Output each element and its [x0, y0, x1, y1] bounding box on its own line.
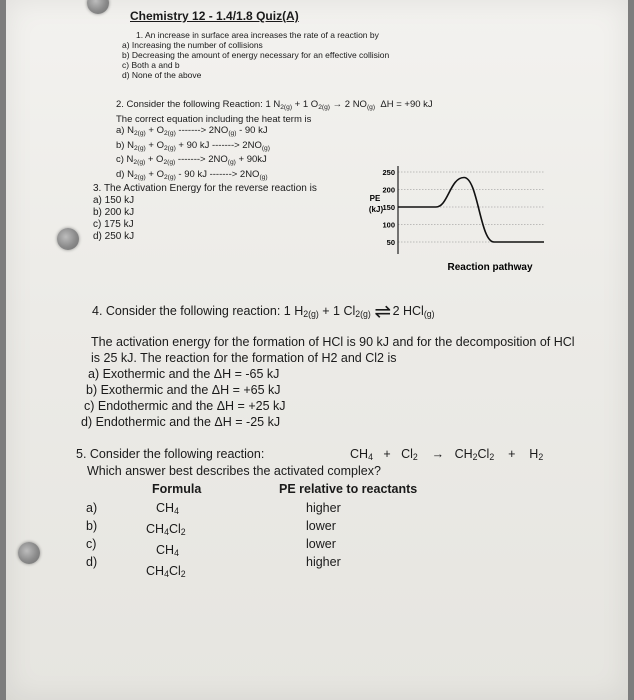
y-axis-label-unit: (kJ)	[368, 205, 384, 214]
q2-option-d: d) $N_{2(g)} + O_{2(g)} - 90$ kJ -------> $2NO_{(g)}$	[116, 168, 268, 181]
q2-option-b: b) $N_{2(g)} + O_{2(g)} + 90$ kJ -------> $2NO_{(g)}$	[116, 139, 270, 152]
q1-option-d: d) None of the above	[122, 70, 202, 80]
q1-option-a: a) Increasing the number of collisions	[122, 40, 263, 50]
q5-formula-a: $CH_4$	[156, 501, 179, 516]
q2-option-a: a) $N_{2(g)} + O_{2(g)}$ -------> $2NO_{(g)} - 90$ kJ	[116, 125, 268, 137]
q2-delta-h: ΔH = +90 kJ	[380, 99, 433, 110]
q5-letter-c: c)	[86, 537, 97, 551]
q4-option-c: c) Endothermic and the ΔH = +25 kJ	[84, 399, 286, 413]
q5-reaction: $CH_4 + Cl_2$ → $CH_2Cl_2$ + $H_2$	[350, 447, 544, 462]
y-tick-label: 100	[382, 220, 395, 230]
q4-option-b: b) Exothermic and the ΔH = +65 kJ	[86, 383, 281, 397]
question-1	[122, 30, 389, 80]
q5-question2: Which answer best describes the activated complex?	[87, 464, 381, 478]
q4-body-line1: The activation energy for the formation of HCl is 90 kJ and for the decomposition of HCl	[91, 335, 575, 349]
y-tick-label: 200	[382, 185, 395, 195]
q3-option-b: b) 200 kJ	[93, 207, 135, 218]
quiz-title: Chemistry 12 - 1.4/1.8 Quiz(A)	[130, 9, 299, 23]
q5-pe-b: lower	[306, 519, 336, 533]
q5-letter-b: b)	[86, 519, 98, 533]
q5-col-pe: PE relative to reactants	[279, 482, 418, 496]
q2-lead: 2. Consider the following Reaction: 1 N	[116, 99, 281, 110]
q4-option-a: a) Exothermic and the ΔH = -65 kJ	[88, 367, 280, 381]
energy-curve	[398, 178, 544, 243]
q5-pe-a: higher	[306, 501, 341, 515]
q1-option-c: c) Both a and b	[122, 60, 180, 70]
q5-formula-b: $CH_4Cl_2$	[146, 522, 186, 537]
energy-diagram	[368, 160, 558, 278]
q5-pe-c: lower	[306, 537, 336, 551]
q5-pe-d: higher	[306, 555, 341, 569]
q5-formula-c: $CH_4$	[156, 543, 179, 558]
y-tick-label: 150	[382, 203, 395, 212]
q1-option-b: b) Decreasing the amount of energy necessary for an effective collision	[122, 50, 390, 60]
q5-letters	[86, 499, 97, 571]
q3-option-d: d) 250 kJ	[93, 231, 135, 242]
y-axis-label-pe: PE	[369, 194, 381, 203]
q5-pe-values	[306, 499, 341, 571]
y-ticks	[382, 168, 395, 247]
q2-text: 2. Consider the following Reaction: 1 $N_{2(g)} + 1$ $O_{2(g)} \to 2$ $NO_{(g)}$ ΔH = +90 kJ	[116, 99, 433, 111]
question-4-body	[81, 334, 575, 430]
q2-option-c: c) $N_{2(g)} + O_{2(g)}$ -------> $2NO_{(g)} + 90kJ$	[116, 154, 267, 166]
q4-body-line2: is 25 kJ. The reaction for the formation of H2 and Cl2 is	[91, 351, 397, 365]
q2-subtitle: The correct equation including the heat term is	[116, 113, 312, 125]
y-tick-label: 50	[386, 238, 395, 247]
q5-formula-d: $CH_4Cl_2$	[146, 564, 186, 579]
punch-hole-bottom	[18, 542, 40, 564]
q5-formulas	[146, 499, 186, 583]
question-3	[93, 183, 317, 243]
q5-text: 5. Consider the following reaction:	[76, 447, 265, 461]
q5-letter-a: a)	[86, 501, 98, 515]
q4-heading: 4. Consider the following reaction: 1 $H_{2(g)} + 1$ $Cl_{2(g)}$ ⇌ 2 HCl$_{(g)}$	[92, 301, 435, 323]
equilibrium-arrow-icon: ⇌	[374, 301, 390, 323]
q1-text: 1. An increase in surface area increases the rate of a reaction by	[136, 30, 379, 40]
q3-option-a: a) 150 kJ	[93, 195, 135, 206]
x-axis-label: Reaction pathway	[447, 262, 533, 273]
q5-letter-d: d)	[86, 555, 98, 569]
y-tick-label: 250	[382, 168, 395, 177]
punch-hole-middle	[57, 228, 79, 250]
q5-col-formula: Formula	[152, 482, 202, 496]
q3-option-c: c) 175 kJ	[93, 219, 134, 230]
q4-option-d: d) Endothermic and the ΔH = -25 kJ	[81, 415, 281, 429]
q3-text: 3. The Activation Energy for the reverse reaction is	[93, 183, 317, 194]
